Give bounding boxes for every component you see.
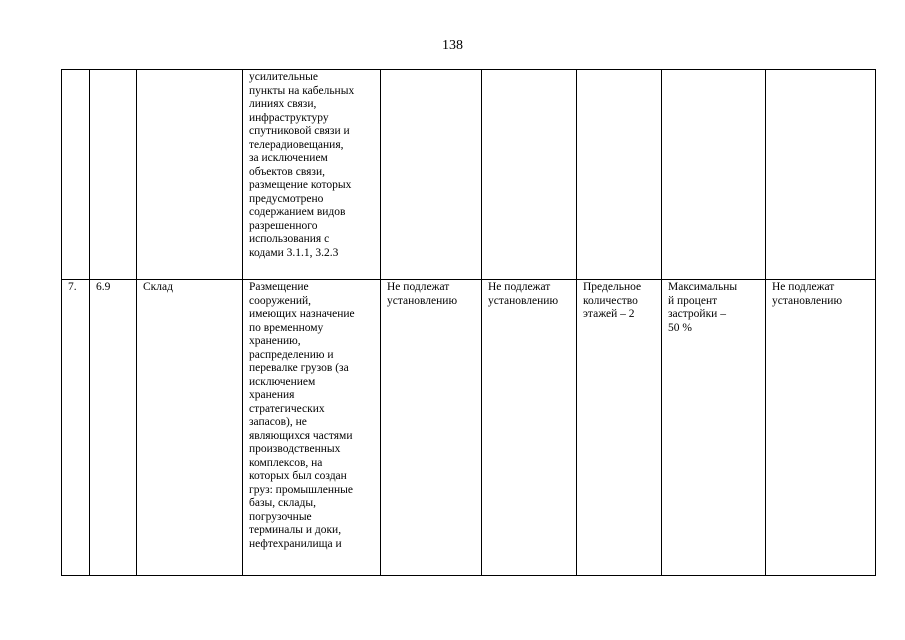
table-row-7 xyxy=(62,280,876,576)
cell-param-9 xyxy=(766,70,876,280)
cell-description: усилительные пункты на кабельных линиях связи, инфраструктуру спутниковой связи и телерадиовещания, за исключением объектов связи, размещение которых предусмотрено содержанием видов разрешенного использования с кодами 3.1.1, 3.2.3 xyxy=(243,70,381,280)
cell-code xyxy=(90,70,137,280)
cell-param-6: Не подлежат установлению xyxy=(482,280,577,576)
cell-name xyxy=(137,70,243,280)
cell-name: Склад xyxy=(137,280,243,576)
cell-number xyxy=(62,70,90,280)
land-use-table xyxy=(61,69,876,576)
cell-param-9: Не подлежат установлению xyxy=(766,280,876,576)
cell-param-7 xyxy=(577,70,662,280)
table-row-continued xyxy=(62,70,876,280)
cell-param-6 xyxy=(482,70,577,280)
page-number: 138 xyxy=(442,38,463,53)
cell-param-5: Не подлежат установлению xyxy=(381,280,482,576)
cell-number: 7. xyxy=(62,280,90,576)
cell-param-8 xyxy=(662,70,766,280)
cell-param-5 xyxy=(381,70,482,280)
cell-code: 6.9 xyxy=(90,280,137,576)
cell-param-8: Максимальны й процент застройки – 50 % xyxy=(662,280,766,576)
cell-param-7: Предельное количество этажей – 2 xyxy=(577,280,662,576)
cell-description: Размещение сооружений, имеющих назначение по временному хранению, распределению и перевалке грузов (за исключением хранения стратегических запасов), не являющихся частями производственных комплексов, на которых был создан груз: промышленные базы, склады, погрузочные терминалы и доки, нефтехранилища и xyxy=(243,280,381,576)
